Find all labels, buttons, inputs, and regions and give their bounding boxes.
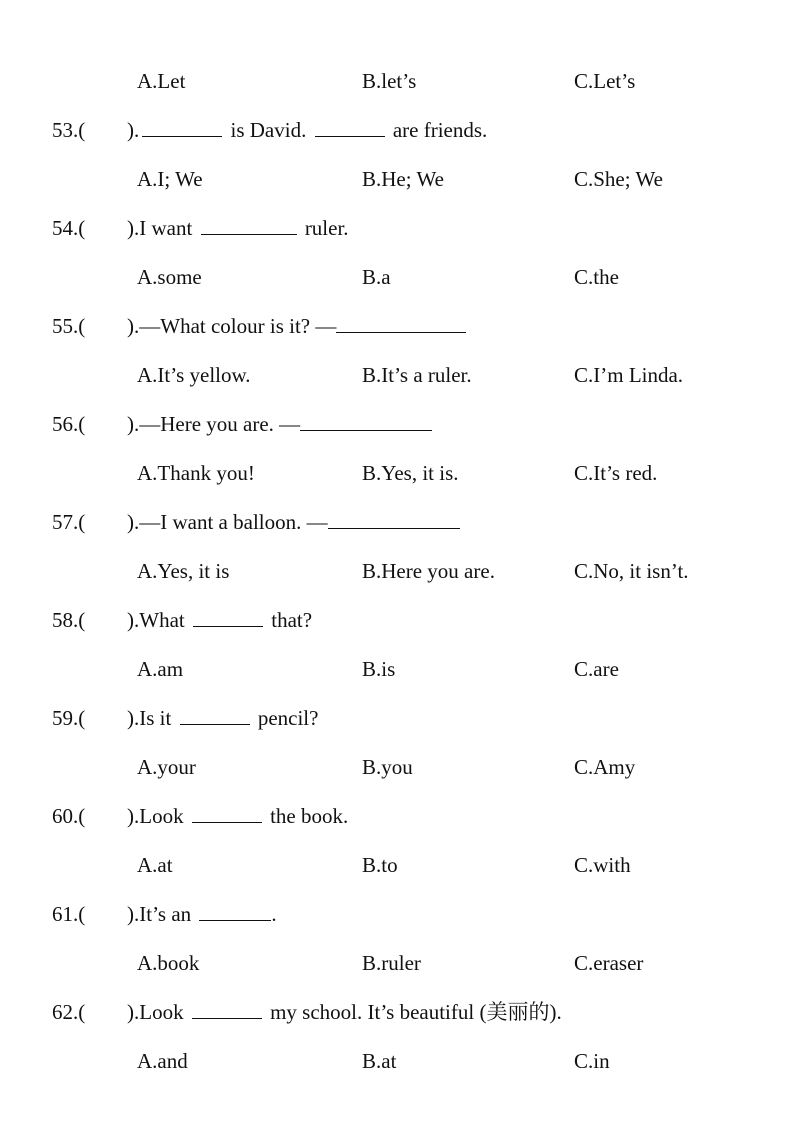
option-b: B.at <box>362 1049 397 1073</box>
question-number: 57.( <box>52 510 86 534</box>
answer-blank <box>199 900 271 921</box>
option-b: B.It’s a ruler. <box>362 363 472 387</box>
question-stem: ). is David. are friends. <box>127 118 488 142</box>
option-c: C.I’m Linda. <box>574 363 684 387</box>
question-number: 55.( <box>52 314 86 338</box>
option-b: B.a <box>362 265 391 289</box>
option-a: A.book <box>137 951 200 975</box>
question-number: 62.( <box>52 1000 86 1024</box>
option-c: C.with <box>574 853 631 877</box>
answer-blank <box>142 116 222 137</box>
question-stem: ).It’s an . <box>127 902 277 926</box>
answer-blank <box>336 312 466 333</box>
option-a: A.Let <box>137 69 186 93</box>
option-a: A.am <box>137 657 184 681</box>
option-a: A.your <box>137 755 196 779</box>
question-number: 60.( <box>52 804 86 828</box>
option-c: C.in <box>574 1049 610 1073</box>
option-a: A.at <box>137 853 173 877</box>
option-a: A.I; We <box>137 167 203 191</box>
question-number: 58.( <box>52 608 86 632</box>
answer-blank <box>315 116 385 137</box>
question-number: 59.( <box>52 706 86 730</box>
option-c: C.She; We <box>574 167 663 191</box>
option-b: B.let’s <box>362 69 417 93</box>
answer-blank <box>328 508 460 529</box>
option-c: C.the <box>574 265 619 289</box>
option-a: A.Thank you! <box>137 461 255 485</box>
option-c: C.Amy <box>574 755 636 779</box>
option-c: C.It’s red. <box>574 461 658 485</box>
option-c: C.are <box>574 657 619 681</box>
option-a: A.Yes, it is <box>137 559 230 583</box>
question-number: 61.( <box>52 902 86 926</box>
question-number: 54.( <box>52 216 86 240</box>
question-stem: ).Is it pencil? <box>127 706 319 730</box>
question-number: 56.( <box>52 412 86 436</box>
option-b: B.you <box>362 755 413 779</box>
option-b: B.ruler <box>362 951 421 975</box>
question-stem: ).—I want a balloon. — <box>127 507 463 537</box>
question-stem: ).I want ruler. <box>127 216 349 240</box>
question-stem: ).Look the book. <box>127 804 349 828</box>
option-c: C.No, it isn’t. <box>574 559 689 583</box>
answer-blank <box>192 998 262 1019</box>
question-stem: ).What that? <box>127 608 313 632</box>
option-b: B.Here you are. <box>362 559 495 583</box>
answer-blank <box>201 214 297 235</box>
option-a: A.It’s yellow. <box>137 363 251 387</box>
option-b: B.to <box>362 853 398 877</box>
answer-blank <box>193 606 263 627</box>
answer-blank <box>300 410 432 431</box>
option-b: B.Yes, it is. <box>362 461 459 485</box>
option-c: C.eraser <box>574 951 644 975</box>
question-stem: ).Look my school. It’s beautiful (美丽的). <box>127 1000 562 1024</box>
question-number: 53.( <box>52 118 86 142</box>
option-b: B.He; We <box>362 167 444 191</box>
option-a: A.and <box>137 1049 188 1073</box>
answer-blank <box>180 704 250 725</box>
question-stem: ).—What colour is it? — <box>127 311 469 341</box>
answer-blank <box>192 802 262 823</box>
option-a: A.some <box>137 265 202 289</box>
option-b: B.is <box>362 657 396 681</box>
option-c: C.Let’s <box>574 69 636 93</box>
question-stem: ).—Here you are. — <box>127 409 435 439</box>
